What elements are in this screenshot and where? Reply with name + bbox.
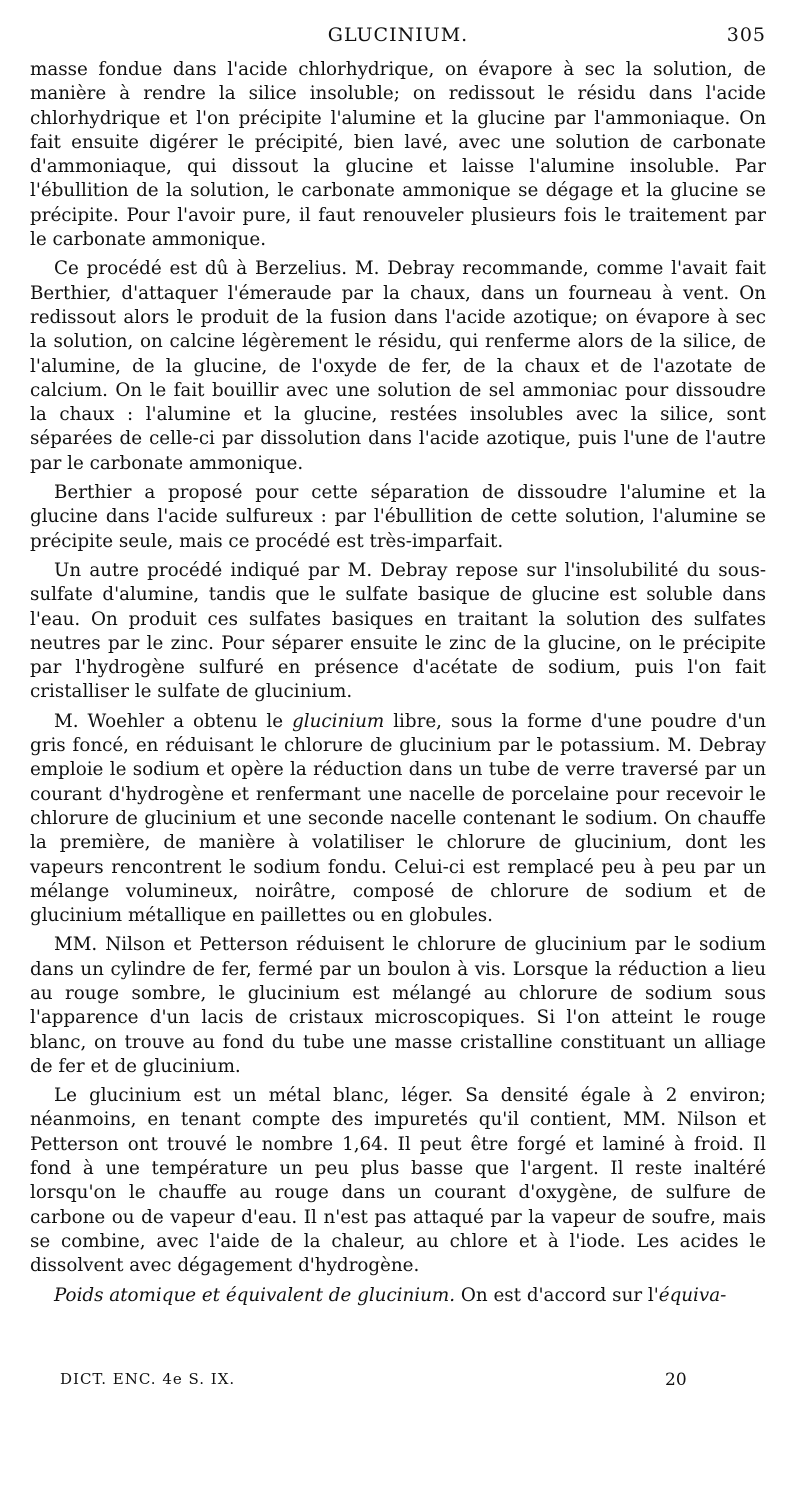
paragraph-5-italic: glucinium (292, 710, 385, 732)
paragraph-3: Berthier a proposé pour cette séparation de dissoudre l'alumine et la glucine dans l'acide sulfureux : par l'ébullition de cette solution, l'alumine se précipite seule, mais ce procédé est très-imparfait. (30, 482, 766, 552)
paragraph-6: MM. Nilson et Petterson réduisent le chlorure de glucinium par le sodium dans un cylindre de fer, fermé par un boulon à vis. Lorsque la réduction a lieu au rouge sombre, le glucinium est mélangé au chlorure de sodium sous l'apparence d'un lacis de cristaux microscopiques. Si l'on atteint le rouge blanc, on trouve au fond du tube une masse cristalline constituant un alliage de fer et de glucinium. (30, 934, 766, 1077)
paragraph-8 (30, 1284, 766, 1308)
main-text (30, 58, 766, 1308)
paragraph-5-text-a: M. Woehler a obtenu le (54, 710, 293, 732)
running-header (30, 24, 766, 52)
paragraph-5 (30, 710, 766, 929)
signature-mark: DICT. ENC. 4e S. IX. (60, 1370, 236, 1388)
running-title: GLUCINIUM. (327, 24, 469, 46)
paragraph-1: masse fondue dans l'acide chlorhydrique, on évapore à sec la solution, de manière à rendre la silice insoluble; on redissout le résidu dans l'acide chlorhydrique et l'on précipite l'alumine et la glucine par l'ammoniaque. On fait ensuite digérer le précipité, bien lavé, avec une solution de carbonate d'ammoniaque, qui dissout la glucine et laisse l'alumine insoluble. Par l'ébullition de la solution, le carbonate ammonique se dégage et la glucine se précipite. Pour l'avoir pure, il faut renouveler plusieurs fois le traitement par le carbonate ammonique. (30, 59, 766, 251)
paragraph-7: Le glucinium est un métal blanc, léger. Sa densité égale à 2 environ; néanmoins, en tenant compte des impuretés qu'il contient, MM. Nilson et Petterson ont trouvé le nombre 1,64. Il peut être forgé et laminé à froid. Il fond à une température un peu plus basse que l'argent. Il reste inaltéré lorsqu'on le chauffe au rouge dans un courant d'oxygène, de sulfure de carbone ou de vapeur d'eau. Il n'est pas attaqué par la vapeur de soufre, mais se combine, avec l'aide de la chaleur, au chlore et à l'iode. Les acides le dissolvent avec dégagement d'hydrogène. (30, 1085, 766, 1277)
paragraph-4: Un autre procédé indiqué par M. Debray repose sur l'insolubilité du sous-sulfate d'alumine, tandis que le sulfate basique de glucine est soluble dans l'eau. On produit ces sulfates basiques en traitant la solution des sulfates neutres par le zinc. Pour séparer ensuite le zinc de la glucine, on le précipite par l'hydrogène sulfuré en présence d'acétate de sodium, puis l'on fait cristalliser le sulfate de glucinium. (30, 559, 766, 703)
page-number: 305 (726, 24, 766, 46)
section-heading-italic: Poids atomique et équivalent de glucinium. (54, 1284, 456, 1306)
page (30, 24, 766, 1313)
sheet-number: 20 (665, 1370, 687, 1390)
paragraph-5-text-b: libre, sous la forme d'une poudre d'un gris foncé, en réduisant le chlorure de glucinium par le potassium. M. Debray emploie le sodium et opère la réduction dans un tube de verre traversé par un courant d'hydrogène et renfermant une nacelle de porcelaine pour recevoir le chlorure de glucinium et une seconde nacelle contenant le sodium. On chauffe la première, de manière à volatiliser le chlorure de glucinium, dont les vapeurs rencontrent le sodium fondu. Celui-ci est remplacé peu à peu par un mélange volumineux, noirâtre, composé de chlorure de sodium et de glucinium métallique en paillettes ou en globules. (30, 710, 767, 927)
paragraph-8-italic: équiva- (658, 1284, 727, 1306)
paragraph-2: Ce procédé est dû à Berzelius. M. Debray recommande, comme l'avait fait Berthier, d'attaquer l'émeraude par la chaux, dans un fourneau à vent. On redissout alors le produit de la fusion dans l'acide azotique; on évapore à sec la solution, on calcine légèrement le résidu, qui renferme alors de la silice, de l'alumine, de la glucine, de l'oxyde de fer, de la chaux et de l'azotate de calcium. On le fait bouillir avec une solution de sel ammoniac pour dissoudre la chaux : l'alumine et la glucine, restées insolubles avec la silice, sont séparées de celle-ci par dissolution dans l'acide azotique, puis l'une de l'autre par le carbonate ammonique. (30, 258, 766, 474)
paragraph-8-text: On est d'accord sur l' (455, 1284, 659, 1306)
